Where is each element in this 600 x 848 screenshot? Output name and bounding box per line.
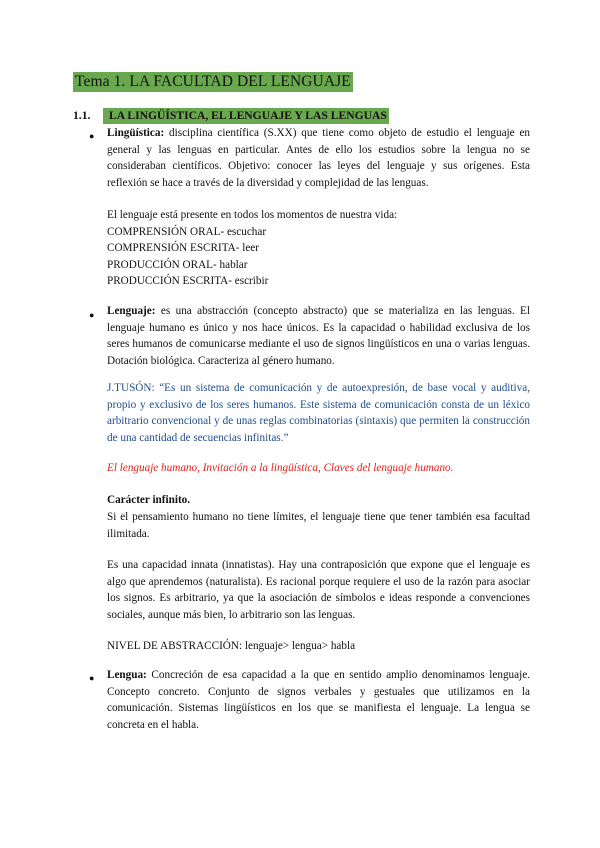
- presence-list: [107, 207, 530, 290]
- linguistica-text: disciplina científica (S.XX) que tiene como objeto de estudio el lenguaje en general y las lenguas en particular. Antes de ello los estudios sobre la lengua no se consideraban científicos. Objetivo: conocer las leyes del lenguaje y sus orígenes. Esta reflexión se hace a través de la diversidad y complejidad de las lenguas.: [107, 127, 530, 189]
- presence-item: PRODUCCIÓN ESCRITA- escribir: [107, 275, 269, 288]
- presence-item: COMPRENSIÓN ORAL- escuchar: [107, 225, 267, 238]
- lenguaje-term: Lenguaje:: [107, 305, 156, 317]
- lenguaje-text: es una abstracción (concepto abstracto) que se materializa en las lenguas. El lenguaje humano es único y nos hace únicos. Es la capacidad o habilidad exclusiva de los seres humanos de comunicarse mediante el uso de signos lingüísticos en una o varias lenguas. Dotación biológica. Caracteriza al género humano.: [107, 305, 530, 367]
- tuson-quote: J.TUSÓN: “Es un sistema de comunicación y de autoexpresión, de base vocal y auditiva, propio y exclusivo de los seres humanos. Este sistema de comunicación consta de un léxico arbitrario convencional y de unas reglas combinatorias (sintaxis) que permiten la construcción de una cantidad de secuencias infinitas.”: [107, 382, 530, 444]
- section-title: LA LINGÜÍSTICA, EL LENGUAJE Y LAS LENGUAS: [109, 109, 387, 122]
- page-title: Tema 1. LA FACULTAD DEL LENGUAJE: [75, 73, 351, 90]
- presence-item: PRODUCCIÓN ORAL- hablar: [107, 258, 248, 271]
- presence-intro: El lenguaje está presente en todos los momentos de nuestra vida:: [107, 209, 398, 221]
- linguistica-term: Lingüística:: [107, 127, 165, 139]
- innata-paragraph: Es una capacidad innata (innatistas). Hay una contraposición que expone que el lenguaje es algo que aprendemos (naturalista). Es racional porque requiere el uso de la razón para asociar los signos. Es arbitrario, ya que la asociación de símbolos e ideas responde a convenciones sociales, aunque más bien, lo arbitrario son las lenguas.: [107, 559, 530, 621]
- caracter-text: Si el pensamiento humano no tiene límites, el lenguaje tiene que tener también esa facultad ilimitada.: [107, 511, 530, 540]
- section-number: 1.1.: [73, 109, 91, 122]
- lengua-term: Lengua:: [107, 669, 147, 681]
- lengua-paragraph: [107, 667, 530, 733]
- linguistica-paragraph: [107, 125, 530, 191]
- abstraccion-label: NIVEL DE ABSTRACCIÓN:: [107, 640, 243, 652]
- presence-item: COMPRENSIÓN ESCRITA- leer: [107, 242, 259, 255]
- section-heading: [73, 108, 533, 124]
- lenguaje-paragraph: [107, 303, 530, 369]
- bullet-icon: ●: [89, 131, 95, 141]
- references: El lenguaje humano, Invitación a la lingüística, Claves del lenguaje humano.: [107, 462, 454, 474]
- bullet-icon: ●: [89, 673, 95, 683]
- abstraccion-value: lenguaje> lengua> habla: [242, 640, 356, 652]
- caracter-heading: Carácter infinito.: [107, 494, 191, 506]
- lengua-text: Concreción de esa capacidad a la que en sentido amplio denominamos lenguaje. Concepto concreto. Conjunto de signos verbales y gestuales que utilizamos en la comunicación. Sistemas lingüísticos en los que se manifiesta el lenguaje. La lengua se concreta en el habla.: [107, 669, 530, 731]
- abstraccion-line: [107, 638, 530, 655]
- bullet-icon: ●: [89, 310, 95, 320]
